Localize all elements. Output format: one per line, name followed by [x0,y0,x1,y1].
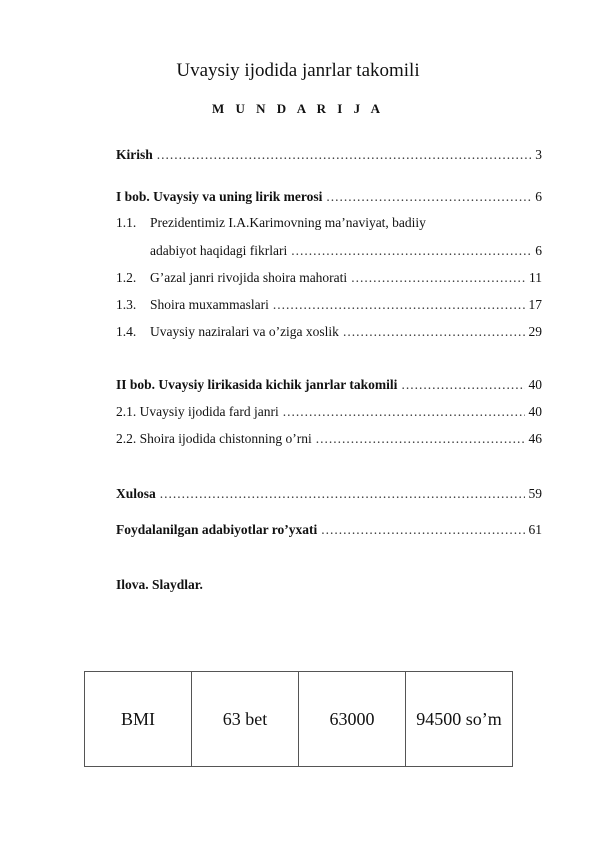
toc-page: 61 [528,522,542,537]
toc-page: 29 [528,324,542,339]
toc-entry-1-1-cont [116,241,542,261]
toc-label: II bob. Uvaysiy lirikasida kichik janrlar takomili [116,377,398,392]
toc-label: Kirish [116,147,153,162]
toc-page: 6 [535,189,542,204]
toc-leader [326,187,531,207]
toc-entry-chapter-1 [116,187,542,207]
toc-page: 40 [528,377,542,392]
toc-entry-bibliography [116,520,542,540]
toc-entry-2-1 [116,402,542,422]
toc-entry-1-4 [116,322,542,342]
toc-entry-chapter-2 [116,375,542,395]
toc-page: 59 [528,486,542,501]
table-cell: BMI [85,672,192,767]
toc-label: 2.1. Uvaysiy ijodida fard janri [116,404,279,419]
toc-entry-xulosa [116,484,542,504]
table-cell: 94500 so’m [406,672,513,767]
toc-leader [351,268,525,288]
toc-page: 46 [528,431,542,446]
toc-label: Ilova. Slaydlar. [116,577,203,592]
toc-leader [343,322,525,342]
toc-label: Prezidentimiz I.A.Karimovning ma’naviyat, badiiy [150,215,426,230]
toc-leader [316,429,525,449]
toc-label: Uvaysiy naziralari va o’ziga xoslik [150,324,339,339]
toc-number: 1.3. [116,297,137,312]
toc-entry-2-2 [116,429,542,449]
toc-label: adabiyot haqidagi fikrlari [150,243,288,258]
toc-entry-1-2 [116,268,542,288]
toc-number: 1.4. [116,324,137,339]
info-table [84,671,513,767]
toc-leader [401,375,524,395]
toc-page: 11 [529,270,542,285]
contents-heading: M U N D A R I J A [211,101,384,116]
toc-page: 3 [535,147,542,162]
table-cell: 63000 [299,672,406,767]
table-row [85,672,513,767]
toc-label: Xulosa [116,486,156,501]
toc-entry-1-3 [116,295,542,315]
toc-entry-1-1 [116,213,542,233]
table-cell: 63 bet [192,672,299,767]
toc-leader [160,484,525,504]
toc-leader [321,520,524,540]
toc-leader [291,241,531,261]
toc-leader [157,145,531,165]
toc-number: 1.1. [116,215,137,230]
toc-label: G’azal janri rivojida shoira mahorati [150,270,348,285]
toc-page: 6 [535,243,542,258]
toc-leader [273,295,525,315]
toc-label: 2.2. Shoira ijodida chistonning o’rni [116,431,312,446]
toc-entry-appendix [116,575,542,595]
toc-page: 17 [528,297,542,312]
toc-leader [283,402,525,422]
toc-label: I bob. Uvaysiy va uning lirik merosi [116,189,323,204]
toc-label: Shoira muxammaslari [150,297,269,312]
toc-label: Foydalanilgan adabiyotlar ro’yxati [116,522,318,537]
toc-page: 40 [528,404,542,419]
toc-number: 1.2. [116,270,137,285]
toc-entry-kirish [116,145,542,165]
document-title: Uvaysiy ijodida janrlar takomili [176,60,420,81]
